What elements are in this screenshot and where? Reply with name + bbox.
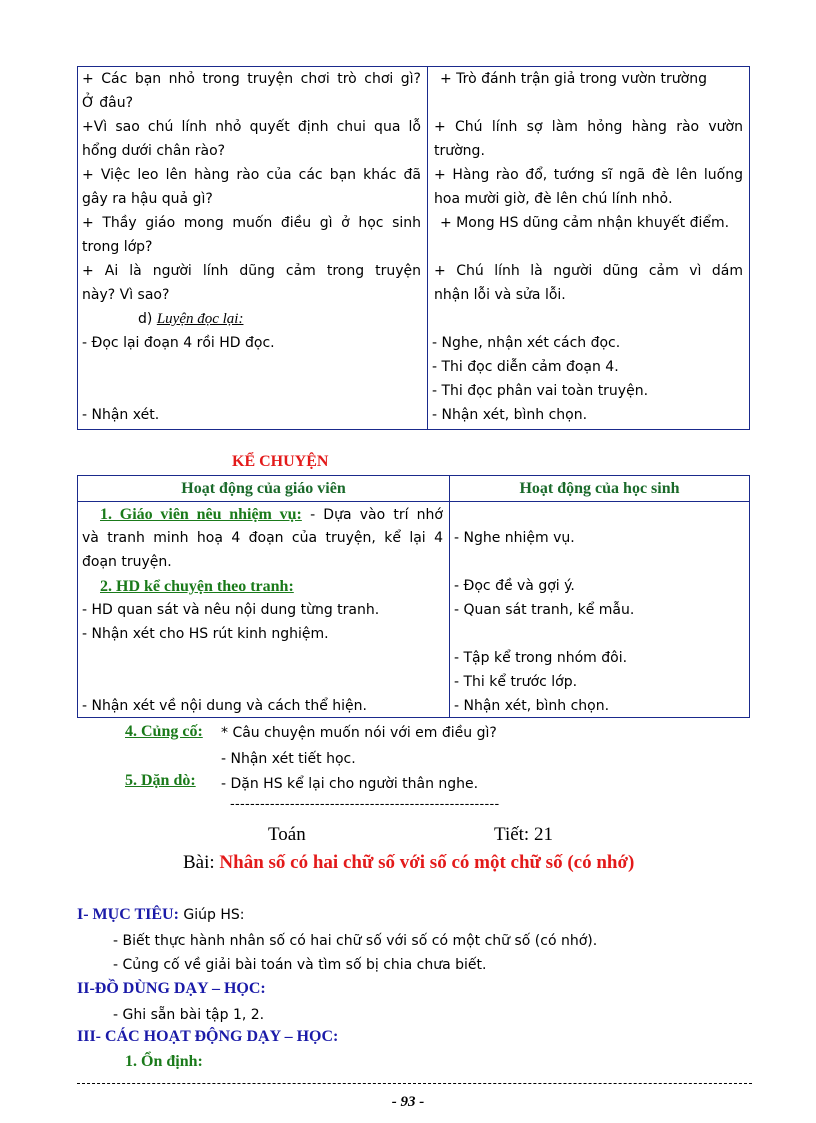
muc-tieu-line — [77, 906, 244, 924]
bai-label: Bài: — [183, 852, 215, 873]
student-column-header — [450, 476, 750, 502]
cung-co-line-2: - Nhận xét tiết học. — [221, 751, 356, 767]
cung-co-line-1: * Câu chuyện muốn nói với em điều gì? — [221, 725, 497, 741]
comment-instruction: - Nhận xét. — [82, 407, 160, 423]
read-activity-2: - Thi đọc diễn cảm đoạn 4. — [432, 359, 619, 375]
answer-5-cont: nhận lỗi và sửa lỗi. — [434, 287, 566, 303]
do-dung-heading: II-ĐỒ DÙNG DẠY – HỌC: — [77, 980, 266, 997]
cung-co-label: 4. Củng cố: — [125, 723, 203, 740]
teacher-line-last: - Nhận xét về nội dung và cách thể hiện. — [82, 698, 367, 714]
answer-2-cont: trường. — [434, 143, 485, 159]
question-3: + Việc leo lên hàng rào của các bạn khác đã — [82, 167, 421, 183]
read-activity-1: - Nghe, nhận xét cách đọc. — [432, 335, 621, 351]
lesson-period: Tiết: 21 — [494, 824, 553, 845]
answer-3-cont: hoa mười giờ, đè lên chú lính nhỏ. — [434, 191, 673, 207]
separator: ------------------------------------------------------ — [230, 797, 500, 812]
storytelling-table — [77, 475, 750, 718]
question-5: + Ai là người lính dũng cảm trong truyện — [82, 263, 421, 279]
task-text: - Dựa vào trí nhớ — [310, 507, 443, 523]
task-line-2: và tranh minh hoạ 4 đoạn của truyện, kể lại 4 — [82, 530, 443, 546]
teacher-column-header — [78, 476, 450, 502]
question-4-cont: trong lớp? — [82, 239, 153, 255]
muc-tieu-intro: Giúp HS: — [183, 907, 245, 923]
muc-tieu-item-1: - Biết thực hành nhân số có hai chữ số với số có một chữ số (có nhớ). — [113, 933, 598, 949]
read-activity-3: - Thi đọc phân vai toàn truyện. — [432, 383, 649, 399]
student-line-1: - Nghe nhiệm vụ. — [454, 530, 575, 546]
lesson-title: Nhân số có hai chữ số với số có một chữ số (có nhớ) — [219, 852, 635, 873]
student-line-2: - Đọc đề và gợi ý. — [454, 578, 575, 594]
student-line-5: - Thi kể trước lớp. — [454, 674, 578, 690]
guide-heading: 2. HD kể chuyện theo tranh: — [100, 578, 294, 595]
footer-rule — [77, 1083, 752, 1084]
question-5-cont: này? Vì sao? — [82, 287, 170, 303]
section-d-title: Luyện đọc lại: — [156, 311, 244, 327]
answer-2: + Chú lính sợ làm hỏng hàng rào vườn — [434, 119, 743, 135]
student-line-3: - Quan sát tranh, kể mẫu. — [454, 602, 635, 618]
muc-tieu-heading: I- MỤC TIÊU: — [77, 906, 179, 923]
teacher-column — [78, 67, 428, 430]
student-line-4: - Tập kể trong nhóm đôi. — [454, 650, 628, 666]
section-d-label: d) — [138, 311, 153, 327]
answer-1: + Trò đánh trận giả trong vườn trường — [440, 71, 707, 87]
student-column-header-text: Hoạt động của học sinh — [519, 480, 680, 497]
task-line-3: đoạn truyện. — [82, 554, 172, 570]
section-d — [138, 311, 421, 328]
question-3-cont: gây ra hậu quả gì? — [82, 191, 213, 207]
do-dung-item: - Ghi sẵn bài tập 1, 2. — [113, 1007, 265, 1023]
dan-do-text: - Dặn HS kể lại cho người thân nghe. — [221, 776, 479, 792]
dan-do-label: 5. Dặn dò: — [125, 772, 196, 789]
ke-chuyen-title: KỂ CHUYỆN — [232, 453, 329, 470]
student-column — [428, 67, 750, 430]
answer-4: + Mong HS dũng cảm nhận khuyết điểm. — [440, 215, 730, 231]
lesson-title-line — [183, 852, 634, 874]
task-line — [100, 506, 443, 524]
lesson-subject: Toán — [268, 824, 306, 845]
teacher-column-header-text: Hoạt động của giáo viên — [181, 480, 346, 497]
page-number: - 93 - — [391, 1094, 425, 1110]
task-heading: 1. Giáo viên nêu nhiệm vụ: — [100, 506, 302, 523]
teacher-activities — [78, 502, 450, 718]
reading-table — [77, 66, 750, 430]
question-2: +Vì sao chú lính nhỏ quyết định chui qua lỗ — [82, 119, 421, 135]
muc-tieu-item-2: - Củng cố về giải bài toán và tìm số bị chia chưa biết. — [113, 957, 487, 973]
hoat-dong-item: 1. Ổn định: — [125, 1053, 203, 1070]
teacher-line-1: - HD quan sát và nêu nội dung từng tranh. — [82, 602, 380, 618]
teacher-line-2: - Nhận xét cho HS rút kinh nghiệm. — [82, 626, 329, 642]
question-1: + Các bạn nhỏ trong truyện chơi trò chơi gì? — [82, 71, 421, 87]
student-activities — [450, 502, 750, 718]
question-4: + Thầy giáo mong muốn điều gì ở học sinh — [82, 215, 421, 231]
hoat-dong-heading: III- CÁC HOẠT ĐỘNG DẠY – HỌC: — [77, 1028, 339, 1045]
answer-5: + Chú lính là người dũng cảm vì dám — [434, 263, 743, 279]
read-activity-4: - Nhận xét, bình chọn. — [432, 407, 588, 423]
question-1-cont: Ở đâu? — [82, 95, 134, 111]
read-again-instruction: - Đọc lại đoạn 4 rồi HD đọc. — [82, 335, 275, 351]
student-line-6: - Nhận xét, bình chọn. — [454, 698, 610, 714]
question-2-cont: hổng dưới chân rào? — [82, 143, 226, 159]
answer-3: + Hàng rào đổ, tướng sĩ ngã đè lên luống — [434, 167, 743, 183]
